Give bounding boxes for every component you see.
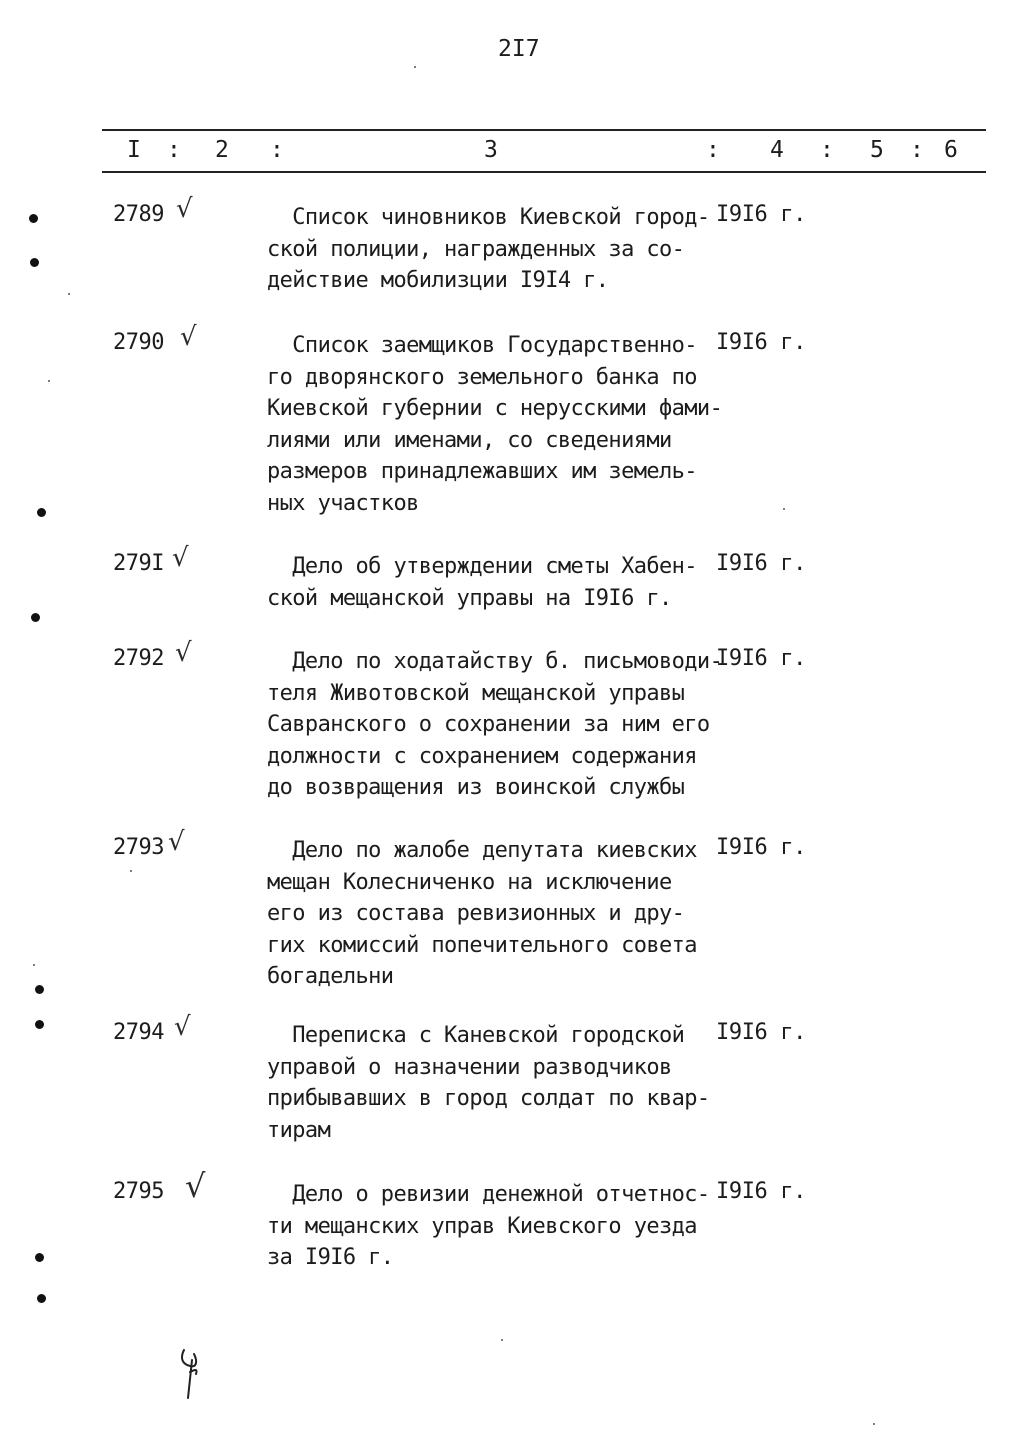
record-title-line: Киевской губернии с нерусскими фами- [267,396,723,421]
record-title-line: ных участков [267,490,419,516]
checkmark-icon: √ [168,827,185,857]
scan-speck [783,508,785,510]
handwritten-signature-icon [176,1344,206,1400]
record-number: 279I [113,551,164,576]
record-title-line: его из состава ревизионных и дру- [267,901,685,926]
record-title-line: Дело по жалобе депутата киевских [267,838,697,863]
record-title [267,646,723,804]
binder-hole-icon [35,1020,44,1029]
column-separator: : [910,137,924,163]
binder-hole-icon [37,508,46,517]
header-rule-top [102,129,986,131]
header-rule-bottom [102,171,986,173]
record-title-line: гих комиссий попечительного совета [267,932,697,958]
column-header-6: 6 [944,137,958,163]
record-title-line: до возвращения из воинской службы [267,775,685,800]
record-number: 2793 [113,835,164,860]
record-title-line: Савранского о сохранении за ним его [267,712,710,737]
binder-hole-icon [30,258,39,267]
record-title-line: ской мещанской управы на I9I6 г. [267,585,672,611]
record-title-line: Переписка с Каневской городской [267,1023,685,1048]
record-title-line: Список заемщиков Государственно- [267,333,697,358]
scan-speck [48,380,50,382]
record-title-line: должности с сохранением содержания [267,743,697,769]
column-header-3: 3 [484,137,498,163]
checkmark-icon: √ [175,638,192,668]
record-title-line: Дело об утверждении сметы Хабен- [267,554,697,579]
record-title-line: мещан Колесниченко на исключение [267,869,672,895]
column-header-4: 4 [770,137,784,163]
scan-speck [414,66,416,68]
checkmark-icon: √ [174,1012,191,1042]
record-year: I9I6 г. [716,1179,806,1204]
binder-hole-icon [31,613,40,622]
scan-speck [873,1423,875,1425]
record-title-line: размеров принадлежавших им земель- [267,459,697,484]
record-title [267,330,723,519]
record-year: I9I6 г. [716,330,806,355]
record-title [267,1020,717,1146]
column-separator: : [706,137,720,163]
scan-speck [68,293,70,295]
record-title-line: тирам [267,1117,331,1143]
checkmark-icon: √ [176,194,193,224]
record-title [267,551,717,614]
record-title-line: богадельни [267,964,394,989]
column-header-2: 2 [215,137,229,163]
binder-hole-icon [37,1294,46,1303]
record-title-line: теля Животовской мещанской управы [267,680,685,706]
record-title-line: ской полиции, награжденных за со- [267,236,685,262]
record-number: 2794 [113,1020,164,1045]
record-number: 2792 [113,646,164,671]
record-number: 2790 [113,330,164,355]
record-title-line: Список чиновников Киевской город- [267,205,710,230]
binder-hole-icon [35,1253,44,1262]
column-header-1: I [127,137,141,163]
record-year: I9I6 г. [716,202,806,227]
record-title-line: ти мещанских управ Киевского уезда [267,1213,697,1239]
record-title-line: Дело о ревизии денежной отчетнос- [267,1182,710,1207]
page-number: 2I7 [498,36,540,62]
scan-speck [130,870,132,872]
record-title-line: Дело по ходатайству б. письмоводи- [267,649,723,674]
checkmark-icon: √ [180,322,197,352]
record-number: 2789 [113,202,164,227]
binder-hole-icon [29,214,38,223]
record-title [267,1179,717,1274]
record-year: I9I6 г. [716,1020,806,1045]
checkmark-icon: √ [185,1167,206,1205]
column-separator: : [820,137,834,163]
record-title [267,835,717,993]
scan-speck [33,964,35,966]
record-year: I9I6 г. [716,551,806,576]
record-year: I9I6 г. [716,646,806,671]
record-title [267,202,717,297]
record-title-line: за I9I6 г. [267,1245,394,1270]
record-title-line: го дворянского земельного банка по [267,364,697,390]
column-separator: : [270,137,284,163]
column-separator: : [167,137,181,163]
scan-speck [501,1339,503,1341]
checkmark-icon: √ [172,543,189,573]
record-title-line: прибывавших в город солдат по квар- [267,1086,710,1111]
record-number: 2795 [113,1179,164,1204]
binder-hole-icon [35,985,44,994]
column-header-5: 5 [870,137,884,163]
record-title-line: действие мобилизции I9I4 г. [267,268,609,293]
record-year: I9I6 г. [716,835,806,860]
record-title-line: лиями или именами, со сведениями [267,427,672,453]
record-title-line: управой о назначении разводчиков [267,1054,672,1080]
